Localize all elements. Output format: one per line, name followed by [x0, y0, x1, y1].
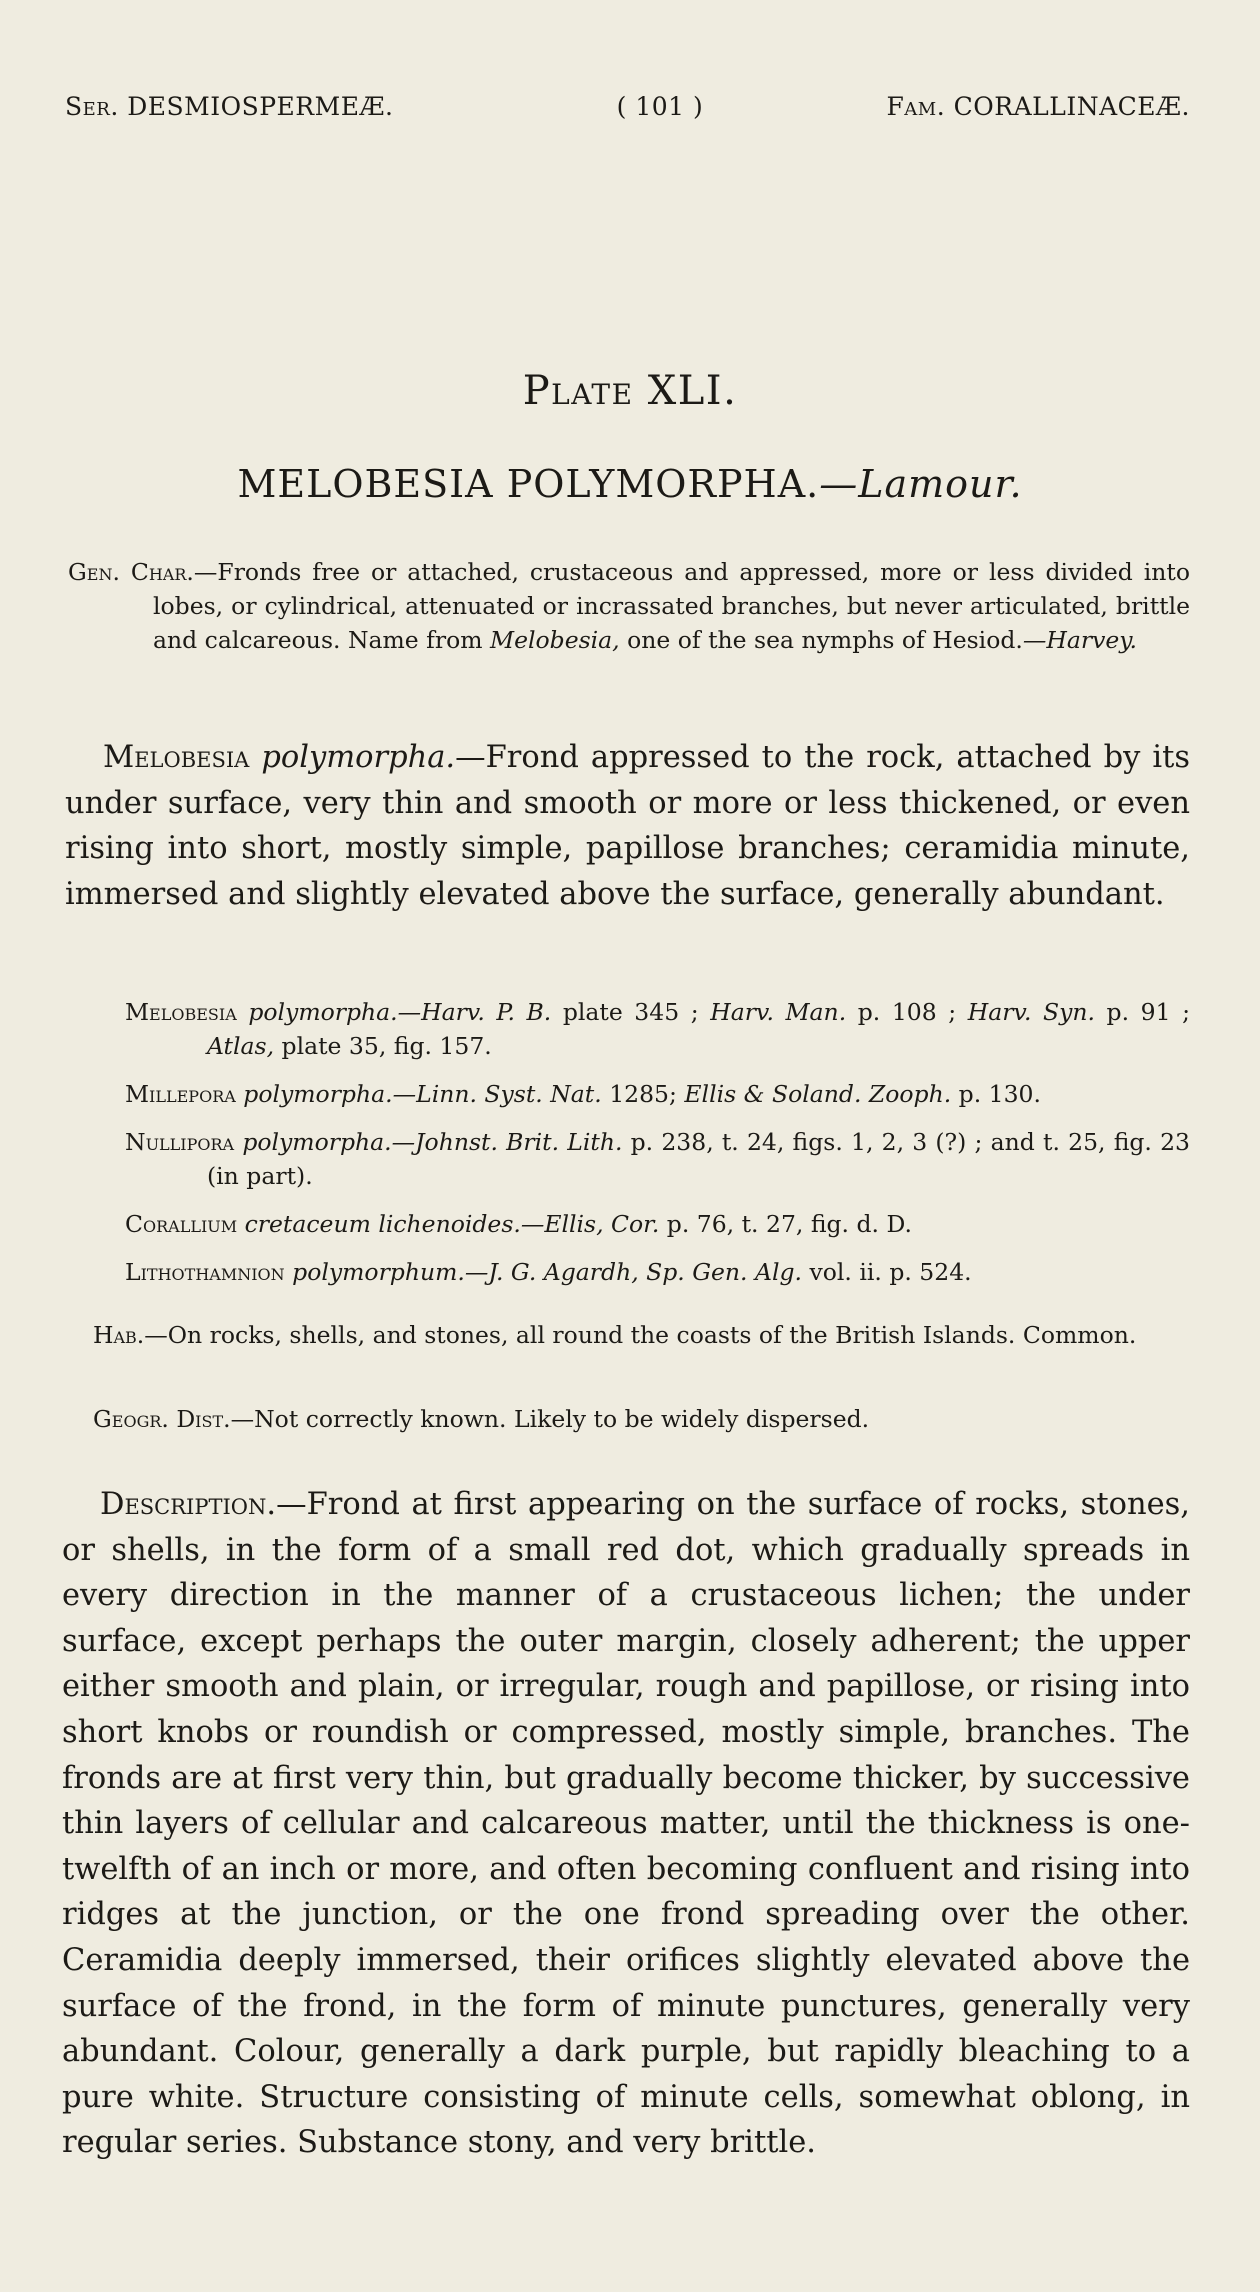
synonym-entry — [125, 1255, 1190, 1289]
synonym-citation-part: polymorpha.—Linn. Syst. Nat. — [243, 1080, 602, 1108]
synonym-citation-part: polymorpha.—Harv. P. B. — [248, 998, 552, 1026]
synonym-citation-part: Ellis & Soland. Zooph. — [684, 1080, 952, 1108]
synonym-citation-part: plate 345 ; — [551, 998, 711, 1026]
generic-character — [68, 555, 1190, 657]
synonym-entry — [125, 1125, 1190, 1193]
family-heading: Fam. CORALLINACEÆ. — [886, 92, 1190, 121]
series-heading: Ser. DESMIOSPERMEÆ. — [65, 92, 394, 121]
synonym-citation-part: cretaceum lichenoides.—Ellis, Cor. — [244, 1210, 660, 1238]
running-header — [65, 92, 1190, 121]
synonym-genus: Millepora — [125, 1080, 236, 1108]
synonym-citation-part: Harv. Man. — [710, 998, 847, 1026]
synonym-citation-part: Harv. Syn. — [967, 998, 1095, 1026]
synonym-citation-part — [237, 1210, 244, 1238]
synonym-citation-part: p. 91 ; — [1094, 998, 1191, 1026]
synonymy-list — [125, 995, 1190, 1303]
synonym-genus: Corallium — [125, 1210, 238, 1238]
synonym-citation-part: p. 108 ; — [846, 998, 968, 1026]
hab-text: —On rocks, shells, and stones, all round the coasts of the British Islands. Common. — [144, 1321, 1137, 1349]
synonym-citation-part: Atlas, — [207, 1032, 275, 1060]
habitat-paragraph — [65, 1318, 1190, 1352]
geogr-label: Geogr. Dist. — [93, 1405, 231, 1433]
synonym-citation-part: vol. ii. p. 524. — [802, 1258, 972, 1286]
gen-char-text-1: —Fronds free or attached, crustaceous and appressed, more or less divided into lobes, or cylindrical, attenuated or incrassated branches, but never articulated, brittle and calcareous. Name from — [153, 558, 1191, 654]
page-number: ( 101 ) — [616, 92, 704, 121]
synonym-citation-part: 1285; — [601, 1080, 685, 1108]
synonym-entry — [125, 995, 1190, 1063]
synonym-genus: Nullipora — [125, 1128, 235, 1156]
gen-char-label: Gen. Char. — [68, 558, 194, 586]
synonym-genus: Melobesia — [125, 998, 237, 1026]
species-author: —Lamour. — [819, 462, 1023, 506]
synonym-entry — [125, 1077, 1190, 1111]
species-short-description — [65, 735, 1190, 917]
geogr-text: —Not correctly known. Likely to be widely dispersed. — [230, 1405, 870, 1433]
synonym-genus: Lithothamnion — [125, 1258, 285, 1286]
plate-title: Plate XLI. — [522, 368, 738, 414]
synonym-citation-part: plate 35, fig. 157. — [274, 1032, 492, 1060]
synonym-citation-part: p. 238, t. 24, figs. 1, 2, 3 (?) ; and t. 25, fig. 23 (in part). — [207, 1128, 1190, 1190]
synonym-citation-part: polymorphum.—J. G. Agardh, Sp. Gen. Alg. — [292, 1258, 802, 1286]
gen-char-italic-2: —Harvey. — [1022, 626, 1137, 654]
synonym-entry — [125, 1207, 1190, 1241]
description-text: —Frond at first appearing on the surface of rocks, stones, or shells, in the form of a small red dot, which gradually spreads in every direction in the manner of a crustaceous lichen; the under surface, except perhaps the outer margin, closely adherent; the upper either smooth and plain, or irregular, rough and papillose, or rising into short knobs or roundish or compressed, mostly simple, branches. The fronds are at first very thin, but gradually become thicker, by successive thin layers of cellular and calcareous matter, until the thickness is one-twelfth of an inch or more, and often becoming confluent and rising into ridges at the junction, or the one frond spreading over the other. Ceramidia deeply immersed, their orifices slightly elevated above the surface of the frond, in the form of minute punctures, generally very abundant. Colour, generally a dark purple, but rapidly bleaching to a pure white. Structure consisting of minute cells, somewhat oblong, in regular series. Substance stony, and very brittle. — [62, 1487, 1190, 2161]
synonym-citation-part: polymorpha.—Johnst. Brit. Lith. — [242, 1128, 623, 1156]
short-desc-epithet: polymorpha. — [261, 740, 456, 775]
gen-char-text-2: one of the sea nymphs of Hesiod. — [619, 626, 1023, 654]
synonym-citation-part — [237, 998, 249, 1026]
species-title — [0, 462, 1260, 506]
species-name: MELOBESIA POLYMORPHA. — [237, 462, 820, 506]
synonym-citation-part: p. 76, t. 27, fig. d. D. — [659, 1210, 912, 1238]
description-label: Description. — [100, 1487, 277, 1522]
geographic-distribution — [65, 1402, 1190, 1436]
synonym-citation-part: p. 130. — [951, 1080, 1041, 1108]
hab-label: Hab. — [93, 1321, 145, 1349]
short-desc-text: —Frond appressed to the rock, attached by its under surface, very thin and smooth or more or less thickened, or even rising into short, mostly simple, papillose branches; ceramidia minute, immersed and slightly elevated above the surface, generally abundant. — [65, 740, 1190, 912]
description-paragraph — [62, 1482, 1190, 2166]
gen-char-italic-1: Melobesia, — [490, 626, 620, 654]
short-desc-genus: Melobesia — [103, 740, 250, 775]
